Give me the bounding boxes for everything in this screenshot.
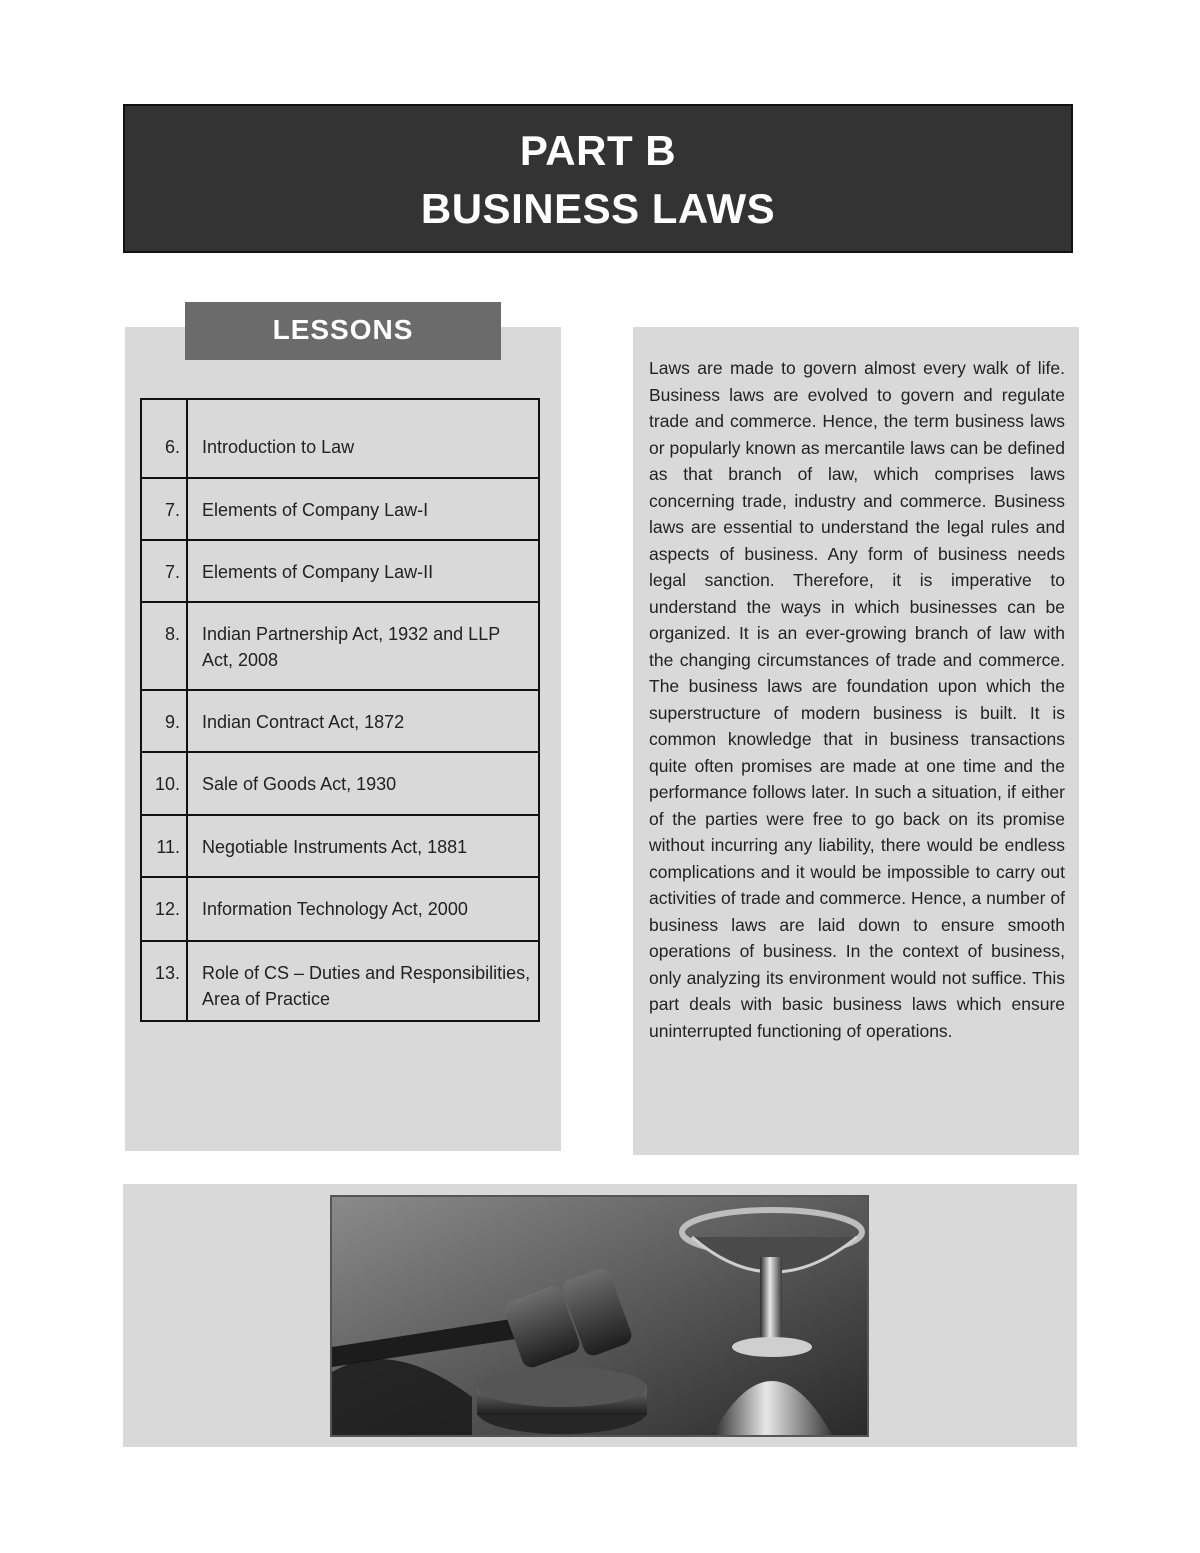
lesson-title: Indian Partnership Act, 1932 and LLP Act, 2008 xyxy=(187,602,539,690)
lesson-number: 6. xyxy=(141,399,187,478)
lesson-row xyxy=(141,877,539,941)
lesson-number: 10. xyxy=(141,752,187,815)
lesson-title: Introduction to Law xyxy=(187,399,539,478)
part-header-banner xyxy=(123,104,1073,253)
gavel-scales-image xyxy=(330,1195,869,1437)
lesson-title: Indian Contract Act, 1872 xyxy=(187,690,539,752)
lesson-row xyxy=(141,941,539,1021)
lesson-number: 9. xyxy=(141,690,187,752)
lesson-row xyxy=(141,540,539,602)
lesson-number: 7. xyxy=(141,540,187,602)
lesson-number: 13. xyxy=(141,941,187,1021)
lesson-title: Elements of Company Law-I xyxy=(187,478,539,540)
part-title: BUSINESS LAWS xyxy=(420,185,776,232)
lesson-row xyxy=(141,690,539,752)
lesson-row xyxy=(141,752,539,815)
lesson-title: Information Technology Act, 2000 xyxy=(187,877,539,941)
lesson-row xyxy=(141,478,539,540)
part-label: PART B xyxy=(519,127,677,174)
lesson-title: Sale of Goods Act, 1930 xyxy=(187,752,539,815)
lesson-number: 8. xyxy=(141,602,187,690)
lesson-row xyxy=(141,602,539,690)
lesson-number: 11. xyxy=(141,815,187,877)
lessons-table xyxy=(140,398,540,1022)
lesson-title: Negotiable Instruments Act, 1881 xyxy=(187,815,539,877)
lesson-row xyxy=(141,399,539,478)
lesson-number: 12. xyxy=(141,877,187,941)
lesson-number: 7. xyxy=(141,478,187,540)
lesson-row xyxy=(141,815,539,877)
lesson-title: Elements of Company Law-II xyxy=(187,540,539,602)
part-description: Laws are made to govern almost every walk of life. Business laws are evolved to govern and regulate trade and commerce. Hence, the term business laws or popularly known as mercantile laws can be defined as that branch of law, which comprises laws concerning trade, industry and commerce. Business laws are essential to understand the legal rules and aspects of business. Any form of business needs legal sanction. Therefore, it is imperative to understand the ways in which businesses can be organized. It is an ever-growing branch of law with the changing circumstances of trade and commerce. The business laws are foundation upon which the superstructure of modern business is built. It is common knowledge that in business transactions quite often promises are made at one time and the performance follows later. In such a situation, if either of the parties were free to go back on its promise without incurring any liability, there would be endless complications and it would be impossible to carry out activities of trade and commerce. Hence, a number of business laws are laid down to ensure smooth operations of business. In the context of business, only analyzing its environment would not suffice. This part deals with basic business laws which ensure uninterrupted functioning of operations. xyxy=(649,358,1065,1041)
lessons-heading: LESSONS xyxy=(185,302,501,360)
lesson-title: Role of CS – Duties and Responsibilities, Area of Practice xyxy=(187,941,539,1021)
